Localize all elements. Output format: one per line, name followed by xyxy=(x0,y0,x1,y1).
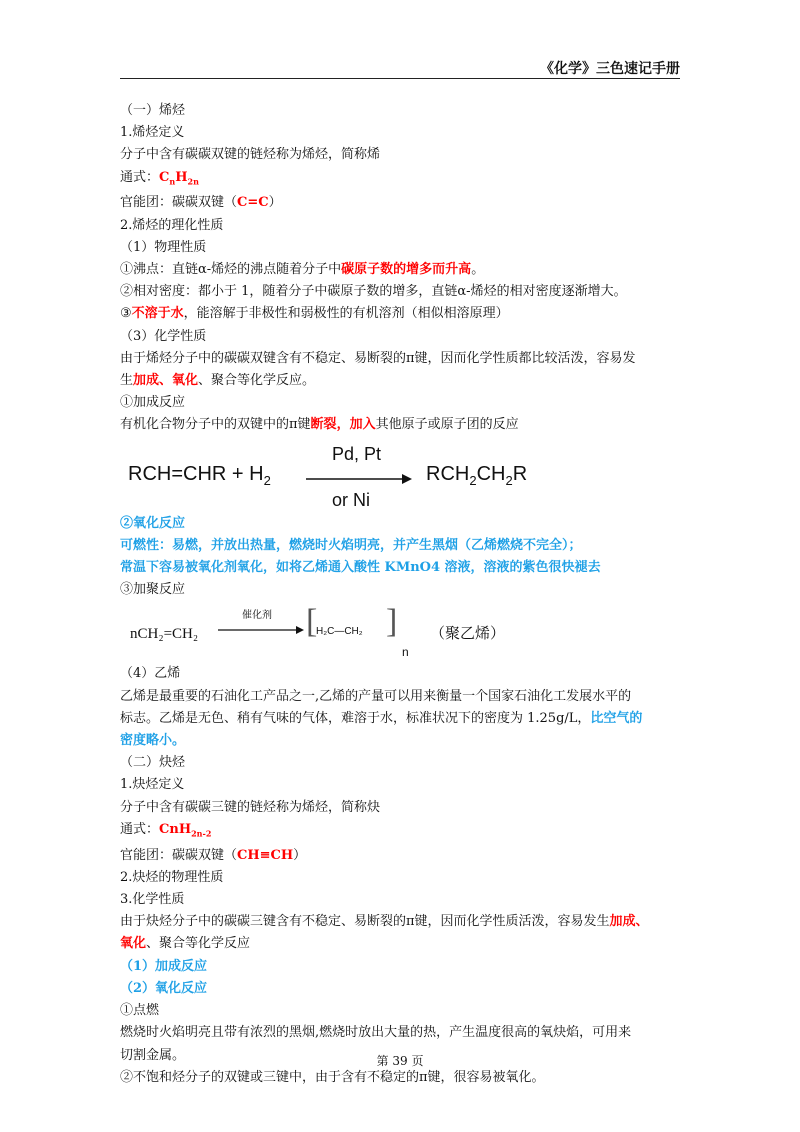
polymerization-title: ③加聚反应 xyxy=(120,582,186,598)
alkyne-chem-highlight-2: 氧化 xyxy=(120,936,147,952)
alkyne-chem-pre: 由于炔烃分子中的碳碳三键含有不稳定、易断裂的π键，因而化学性质活泼，容易发生 xyxy=(120,914,610,930)
ignition-title: ①点燃 xyxy=(120,1003,160,1019)
ethylene-title: （4）乙烯 xyxy=(120,666,181,682)
alkyne-formula-label: 通式： xyxy=(120,821,160,837)
add-comma: ， xyxy=(336,417,350,433)
add-highlight-2: 加入 xyxy=(349,417,376,433)
alkyne-fg-end: ） xyxy=(293,847,307,863)
alkyne-definition-title: 1.炔烃定义 xyxy=(120,777,185,793)
formula-label: 通式： xyxy=(120,169,160,185)
oxidation-line-1: 可燃性：易燃，并放出热量，燃烧时火焰明亮，并产生黑烟（乙烯燃烧不完全）； xyxy=(120,537,582,553)
density-text: ②相对密度：都小于 1，随着分子中碳原子数的增多，直链α-烯烃的相对密度逐渐增大。 xyxy=(120,284,627,300)
sol-pre: ③ xyxy=(120,306,132,322)
alkyne-chem-highlight-1: 加成、 xyxy=(609,914,649,930)
right-bracket-icon: ] xyxy=(386,603,398,641)
alkyne-oxidation-title: （2）氧化反应 xyxy=(120,980,208,996)
bp-highlight: 碳原子数的增多而升高 xyxy=(341,262,472,278)
alkene-properties-title: 2.烯烃的理化性质 xyxy=(120,217,224,233)
monomer: nCH₂=CH₂ xyxy=(130,626,199,643)
alkyne-chem-text-2 xyxy=(120,933,680,955)
alkyne-chem-end: 、聚合等化学反应 xyxy=(146,936,251,952)
alkyne-chem-text-1 xyxy=(120,911,680,933)
alkyne-chemical-title: 3.化学性质 xyxy=(120,892,185,908)
fg-value: C=C xyxy=(237,195,269,211)
sol-end: ，能溶解于非极性和弱极性的有机溶剂（相似相溶原理） xyxy=(183,306,509,322)
sol-highlight: 不溶于水 xyxy=(131,306,184,322)
reaction-arrow-icon xyxy=(306,473,412,485)
alkene-definition: 分子中含有碳碳双键的链烃称为烯烃，简称烯 xyxy=(120,147,381,163)
alkyne-functional-group xyxy=(120,845,680,867)
section-heading-alkynes: （二）炔烃 xyxy=(120,755,186,771)
formula-h: H xyxy=(175,169,188,185)
formula-c: C xyxy=(159,169,170,185)
equation-reactants xyxy=(128,463,271,492)
bp-end: 。 xyxy=(471,262,485,278)
alkyne-fg-label: 官能团：碳碳双键（ xyxy=(120,847,238,863)
ignition-text-2: 切割金属。 xyxy=(120,1047,186,1063)
alkene-functional-group xyxy=(120,192,680,214)
chem-pre: 生 xyxy=(120,373,134,389)
product-part-c: R xyxy=(512,462,528,485)
unsaturated-oxidation-text: ②不饱和烃分子的双键或三键中，由于含有不稳定的π键，很容易被氧化。 xyxy=(120,1069,545,1085)
equation-product xyxy=(426,463,527,492)
ethylene-text-2 xyxy=(120,708,680,730)
chem-end: 、聚合等化学反应。 xyxy=(198,373,316,389)
catalyst-below: or Ni xyxy=(332,489,371,510)
page-header: 《化学》三色速记手册 xyxy=(540,61,680,77)
addition-reaction-text xyxy=(120,414,680,436)
add-end: 其他原子或原子团的反应 xyxy=(375,417,519,433)
poly-arrow-icon xyxy=(218,625,304,635)
chem-highlight: 加成、氧化 xyxy=(133,373,199,389)
header-divider xyxy=(120,78,680,79)
left-bracket-icon: [ xyxy=(306,603,318,641)
alkyne-physical-title: 2.炔烃的物理性质 xyxy=(120,869,224,885)
chemical-properties-text-2 xyxy=(120,370,680,392)
polymerization-equation xyxy=(120,601,680,663)
alkene-general-formula xyxy=(120,167,680,193)
alkyne-general-formula xyxy=(120,819,680,845)
catalyst-above: Pd, Pt xyxy=(332,443,382,464)
formula-n: n xyxy=(169,176,176,187)
hydrogenation-equation xyxy=(120,437,680,513)
bp-pre: ①沸点：直链α-烯烃的沸点随着分子中 xyxy=(120,262,342,278)
section-heading-alkenes: （一）烯烃 xyxy=(120,103,186,118)
ethylene-text-2a: 标志。乙烯是无色、稍有气味的气体，难溶于水，标准状况下的密度为 1.25g/L， xyxy=(120,710,591,726)
oxidation-line-2: 常温下容易被氧化剂氧化，如将乙烯通入酸性 KMnO4 溶液，溶液的紫色很快褪去 xyxy=(120,560,601,576)
chemical-properties-text-1: 由于烯烃分子中的碳碳双键含有不稳定、易断裂的π键，因而化学性质都比较活泼，容易发 xyxy=(120,350,636,366)
repeat-unit: H₂C—CH₂ xyxy=(316,626,363,638)
product-sub-1: 2 xyxy=(469,472,477,488)
alkyne-addition-title: （1）加成反应 xyxy=(120,958,208,974)
formula-2n: 2n xyxy=(187,176,199,187)
page-content xyxy=(120,100,680,1089)
ethylene-highlight-2: 密度略小。 xyxy=(120,733,186,749)
ignition-text-1: 燃烧时火焰明亮且带有浓烈的黑烟,燃烧时放出大量的热，产生温度很高的氧炔焰，可用来 xyxy=(120,1025,632,1041)
alkyne-formula-main: CnH xyxy=(159,821,192,837)
alkene-definition-title: 1.烯烃定义 xyxy=(120,125,185,141)
alkyne-definition: 分子中含有碳碳三键的链烃称为烯烃，简称炔 xyxy=(120,799,381,815)
fg-end: ） xyxy=(268,195,282,211)
add-highlight-1: 断裂 xyxy=(310,417,337,433)
add-pre: 有机化合物分子中的双键中的π键 xyxy=(120,417,311,433)
boiling-point-text xyxy=(120,259,680,281)
physical-properties-title: （1）物理性质 xyxy=(120,239,207,255)
polymer-name: （聚乙烯） xyxy=(430,626,506,643)
page-number: 第 39 页 xyxy=(376,1054,424,1068)
alkyne-formula-sub: 2n-2 xyxy=(191,828,212,839)
product-part-a: RCH xyxy=(426,462,470,485)
poly-catalyst: 催化剂 xyxy=(242,610,272,622)
addition-reaction-title: ①加成反应 xyxy=(120,395,186,411)
alkyne-fg-value: CH≡CH xyxy=(237,847,294,863)
poly-n: n xyxy=(402,645,409,660)
ethylene-text-1: 乙烯是最重要的石油化工产品之一,乙烯的产量可以用来衡量一个国家石油化工发展水平的 xyxy=(120,688,632,704)
chemical-properties-title: （3）化学性质 xyxy=(120,328,207,344)
reactants-sub: 2 xyxy=(263,472,271,488)
solubility-text xyxy=(120,303,680,325)
oxidation-reaction-title: ②氧化反应 xyxy=(120,515,186,531)
fg-label: 官能团：碳碳双键（ xyxy=(120,195,238,211)
reactants-text: RCH=CHR + H xyxy=(128,462,264,485)
product-sub-2: 2 xyxy=(505,472,513,488)
ethylene-highlight-1: 比空气的 xyxy=(590,710,643,726)
product-part-b: CH xyxy=(476,462,506,485)
